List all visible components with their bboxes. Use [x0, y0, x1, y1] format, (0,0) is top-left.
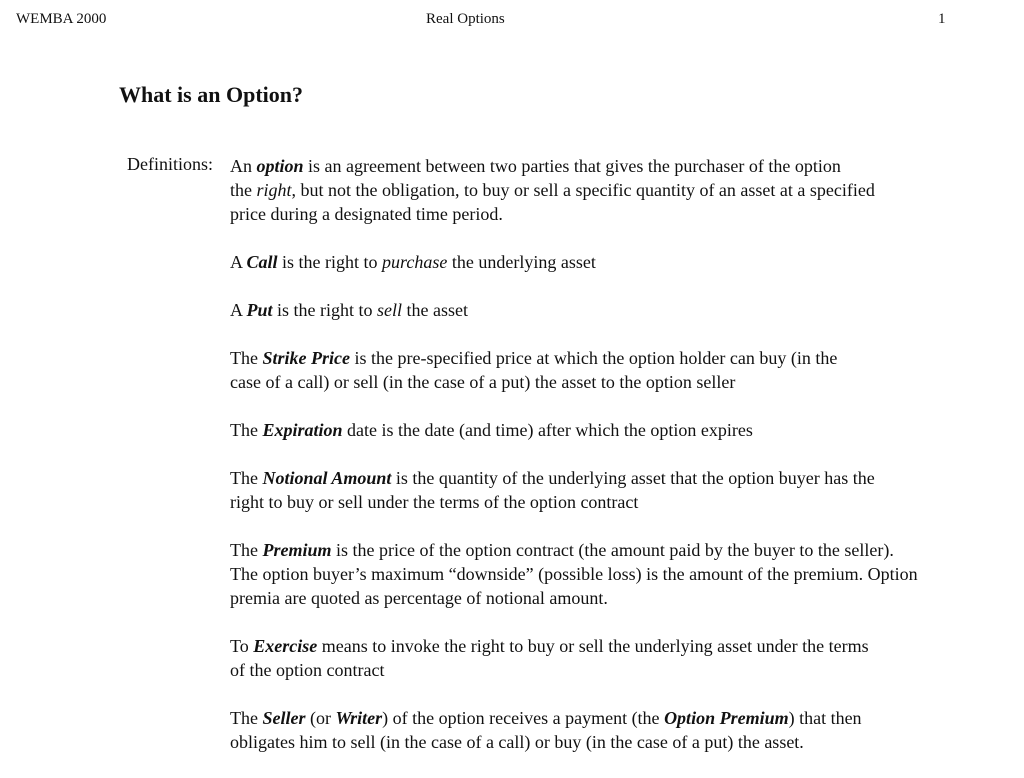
definitions-list [230, 154, 1010, 778]
definition-line: premia are quoted as percentage of notional amount. [230, 588, 608, 608]
text-run: date is the date (and time) after which the option expires [342, 420, 753, 440]
text-run: The [230, 468, 263, 488]
text-run: is the right to [272, 300, 378, 320]
definition-line [230, 538, 1010, 562]
definition-line [230, 250, 1010, 274]
text-run: is the right to [277, 252, 383, 272]
emphasis-sell: sell [377, 300, 403, 320]
text-run: , but not the obligation, to buy or sell a specific quantity of an asset at a specified [291, 180, 875, 200]
term-premium: Premium [262, 540, 332, 560]
term-call: Call [246, 252, 278, 272]
text-run: ) that then [788, 708, 862, 728]
definition-seller [230, 706, 1010, 754]
definition-strike-price [230, 346, 1010, 394]
definition-call [230, 250, 1010, 274]
text-run: ) of the option receives a payment (the [382, 708, 665, 728]
definition-line: case of a call) or sell (in the case of a put) the asset to the option seller [230, 372, 736, 392]
term-option: option [256, 156, 304, 176]
text-run: is the pre-specified price at which the option holder can buy (in the [349, 348, 838, 368]
definition-line: right to buy or sell under the terms of the option contract [230, 492, 639, 512]
definition-line [230, 178, 1010, 202]
emphasis-right: right [256, 180, 292, 200]
term-seller: Seller [262, 708, 306, 728]
definition-line: The option buyer’s maximum “downside” (possible loss) is the amount of the premium. Option [230, 564, 918, 584]
text-run: A [230, 252, 247, 272]
definition-line [230, 154, 1010, 178]
text-run: is an agreement between two parties that gives the purchaser of the option [303, 156, 841, 176]
definitions-label: Definitions: [127, 154, 213, 174]
definition-line [230, 466, 1010, 490]
definition-line [230, 634, 1010, 658]
definition-expiration [230, 418, 1010, 442]
text-run: An [230, 156, 257, 176]
text-run: is the price of the option contract (the amount paid by the buyer to the seller). [331, 540, 894, 560]
term-notional-amount: Notional Amount [262, 468, 392, 488]
page-title: What is an Option? [119, 82, 303, 107]
definition-line: of the option contract [230, 660, 385, 680]
definition-line [230, 706, 1010, 730]
definition-line: price during a designated time period. [230, 204, 503, 224]
text-run: the asset [402, 300, 469, 320]
text-run: The [230, 348, 263, 368]
emphasis-purchase: purchase [382, 252, 448, 272]
text-run: means to invoke the right to buy or sell the underlying asset under the terms [317, 636, 869, 656]
text-run: The [230, 420, 263, 440]
term-writer: Writer [335, 708, 383, 728]
text-run: The [230, 708, 263, 728]
term-strike-price: Strike Price [262, 348, 350, 368]
definition-exercise [230, 634, 1010, 682]
definition-put [230, 298, 1010, 322]
definition-option [230, 154, 1010, 226]
definition-line [230, 346, 1010, 370]
term-option-premium: Option Premium [664, 708, 789, 728]
header-course: WEMBA 2000 [16, 11, 107, 27]
term-expiration: Expiration [262, 420, 343, 440]
text-run: (or [305, 708, 336, 728]
term-put: Put [246, 300, 273, 320]
text-run: To [230, 636, 254, 656]
text-run: is the quantity of the underlying asset that the option buyer has the [391, 468, 875, 488]
definition-line [230, 418, 1010, 442]
text-run: the [230, 180, 257, 200]
definition-line [230, 298, 1010, 322]
text-run: The [230, 540, 263, 560]
header-topic: Real Options [426, 11, 505, 27]
definition-line: obligates him to sell (in the case of a call) or buy (in the case of a put) the asset. [230, 732, 804, 752]
term-exercise: Exercise [253, 636, 318, 656]
page-header [0, 11, 1024, 31]
text-run: A [230, 300, 247, 320]
header-page-number: 1 [938, 11, 946, 27]
text-run: the underlying asset [447, 252, 596, 272]
definition-premium [230, 538, 1010, 610]
definition-notional-amount [230, 466, 1010, 514]
